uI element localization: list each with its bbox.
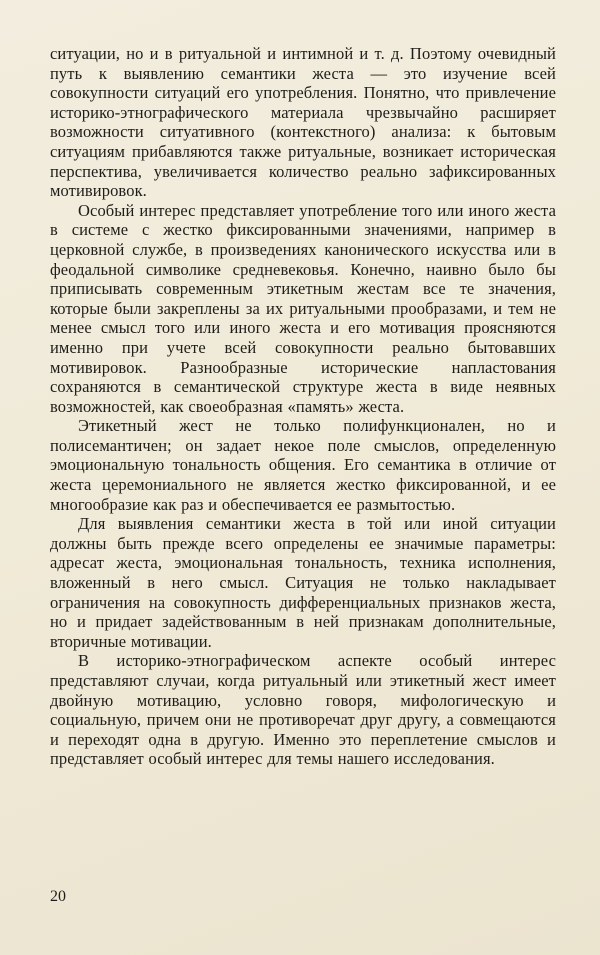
paragraph-1: ситуации, но и в ритуальной и интимной и т. д. Поэтому очевидный путь к выявлению семантики жеста — это изучение всей совокупности ситуаций его употребления. Понятно, что привлечение историко-этнографического материала чрезвычайно расширяет возможности ситуативного (контекстного) анализа: к бытовым ситуациям прибавляются также ритуальные, возникает историческая перспектива, увеличивается количество реально зафиксированных мотивировок.: [50, 44, 556, 201]
paragraph-4: Для выявления семантики жеста в той или иной ситуации должны быть прежде всего определены ее значимые параметры: адресат жеста, эмоциональная тональность, техника исполнения, вложенный в него смысл. Ситуация не только накладывает ограничения на совокупность дифференциальных признаков жеста, но и придает задействованным в ней признакам дополнительные, вторичные мотивации.: [50, 514, 556, 651]
paragraph-3: Этикетный жест не только полифункционален, но и полисемантичен; он задает некое поле смыслов, определенную эмоциональную тональность общения. Его семантика в отличие от жеста церемониального не является жестко фиксированной, и ее многообразие как раз и обеспечивается ее размытостью.: [50, 416, 556, 514]
paragraph-5: В историко-этнографическом аспекте особый интерес представляют случаи, когда ритуальный или этикетный жест имеет двойную мотивацию, условно говоря, мифологическую и социальную, причем они не противоречат друг другу, а совмещаются и переходят одна в другую. Именно это переплетение смыслов и представляет особый интерес для темы нашего исследования.: [50, 651, 556, 769]
body-text: [50, 44, 556, 769]
page-number: 20: [50, 888, 66, 905]
paragraph-2: Особый интерес представляет употребление того или иного жеста в системе с жестко фиксированными значениями, например в церковной службе, в произведениях канонического искусства или в феодальной символике средневековья. Конечно, наивно было бы приписывать современным этикетным жестам все те значения, которые были закреплены за их ритуальными прообразами, и тем не менее смысл того или иного жеста и его мотивация проясняются именно при учете всей совокупности реально бытовавших мотивировок. Разнообразные исторические напластования сохраняются в семантической структуре жеста в виде неявных возможностей, как своеобразная «память» жеста.: [50, 200, 556, 416]
